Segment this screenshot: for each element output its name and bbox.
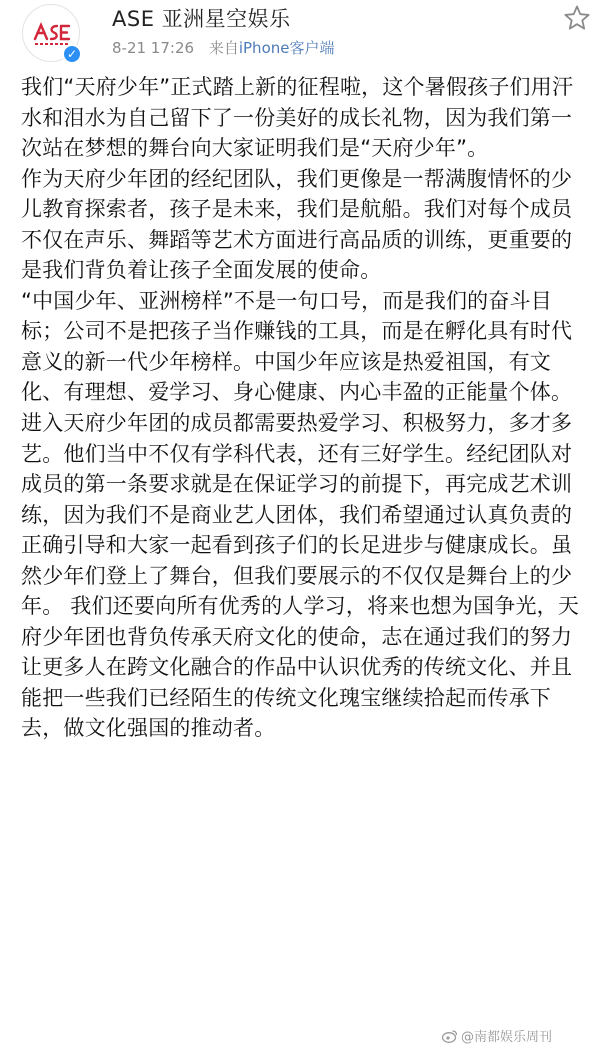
post-paragraph: 作为天府少年团的经纪团队，我们更像是一帮满腹情怀的少儿教育探索者，孩子是未来，我们是航船。我们对每个成员不仅在声乐、舞蹈等艺术方面进行高品质的训练，更重要的是我们背负着让孩子全面发展的使命。 [21, 166, 573, 283]
post-paragraph: 我们“天府少年”正式踏上新的征程啦，这个暑假孩子们用汗水和泪水为自己留下了一份美好的成长礼物，因为我们第一次站在梦想的舞台向大家证明我们是“天府少年”。 [21, 75, 574, 161]
verified-badge-icon: ✓ [62, 44, 82, 64]
author-name[interactable]: ASE 亚洲星空娱乐 [112, 7, 291, 31]
post-body [21, 72, 587, 744]
watermark-text: @南都娱乐周刊 [461, 1030, 553, 1045]
ase-logo-icon [33, 19, 71, 49]
weibo-icon [442, 1029, 458, 1043]
post-paragraph: 进入天府少年团的成员都需要热爱学习、积极努力，多才多艺。他们当中不仅有学科代表，还有三好学生。经纪团队对成员的第一条要求就是在保证学习的前提下，再完成艺术训练，因为我们不是商业艺人团体，我们希望通过认真负责的正确引导和大家一起看到孩子们的长足进步与健康成长。虽然少年们登上了舞台，但我们要展示的不仅仅是舞台上的少年。 我们还要向所有优秀的人学习，将来也想为国争光，天府少年团也背负传承天府文化的使命，志在通过我们的努力让更多人在跨文化融合的作品中认识优秀的传统文化、并且能把一些我们已经陌生的传统文化瑰宝继续拾起而传承下去，做文化强国的推动者。 [21, 411, 580, 741]
post-header [0, 0, 600, 66]
post-paragraph: “中国少年、亚洲榜样”不是一句口号，而是我们的奋斗目标；公司不是把孩子当作赚钱的工具，而是在孵化具有时代意义的新一代少年榜样。中国少年应该是热爱祖国，有文化、有理想、爱学习、身心健康、内心丰盈的正能量个体。 [21, 288, 573, 405]
star-icon[interactable] [563, 4, 591, 32]
post-meta [112, 37, 334, 58]
source-prefix: 来自 [208, 39, 239, 57]
watermark [442, 1026, 552, 1045]
post-timestamp: 8-21 17:26 [112, 39, 195, 57]
post-source[interactable]: iPhone客户端 [238, 39, 335, 57]
